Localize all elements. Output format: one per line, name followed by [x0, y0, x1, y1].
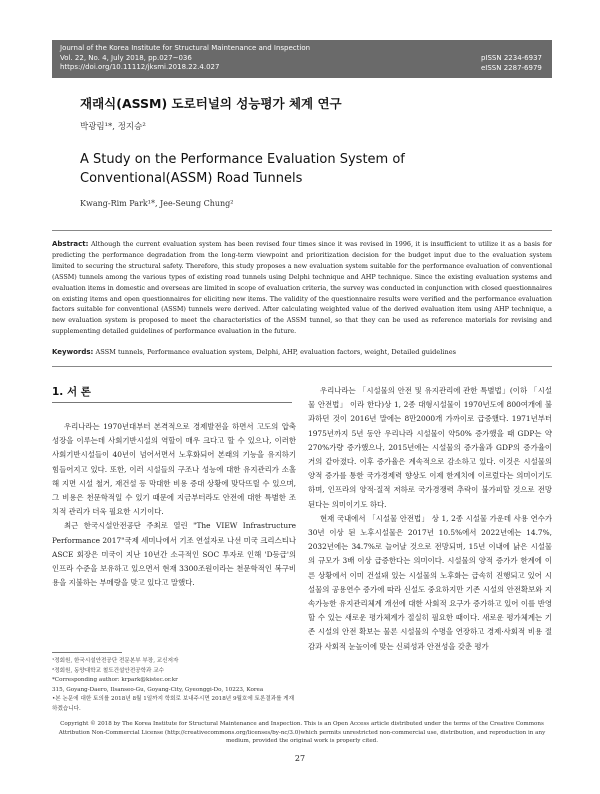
right-column	[308, 384, 552, 654]
footnote: ²정회원, 동양대학교 철도건설안전공학과 교수	[52, 667, 165, 674]
footnote: 315, Goyang-Daero, Ilsanseo-Gu, Goyang-City, Gyeonggi-Do, 10223, Korea	[52, 686, 264, 693]
journal-volume: Vol. 22, No. 4, July 2018, pp.027~036	[60, 53, 192, 62]
section-rule	[52, 402, 292, 403]
pissn: pISSN 2234-6937	[480, 54, 542, 62]
footnote: *Corresponding author: krpark@kistec.or.kr	[52, 677, 178, 684]
keywords-label: Keywords:	[52, 348, 94, 356]
korean-title: 재래식(ASSM) 도로터널의 성능평가 체계 연구	[80, 96, 342, 111]
abstract-bottom-rule	[52, 366, 552, 367]
body-paragraph: 최근 한국시설안전공단 주최로 열린 "The VIEW Infrastructure Performance 2017"국제 세미나에서 기조 연설자로 나선 미국 크리스티나 ASCE 회장은 미국이 지난 10년간 소극적인 SOC 투자로 인해 'D등급'의 인프라 수준을 보유하고 있으면서 현재 3300조원이라는 천문학적인 복구비용을 지불하는 부메랑을 맞고 있다고 말했다.	[52, 521, 296, 588]
footnote: •본 논문에 대한 토의를 2018년 8월 1일까지 학회로 보내주시면 2018년 9월호에 토론결과를 게재하겠습니다.	[52, 696, 295, 712]
abstract	[52, 239, 552, 337]
english-authors: Kwang-Rim Park¹*, Jee-Seung Chung²	[80, 199, 234, 208]
page-number: 27	[294, 754, 306, 763]
issn-info	[481, 54, 542, 73]
abstract-text: Although the current evaluation system has been revised four times since it was revised in 1996, it is insufficient to utilize it as a basis for predicting the performance degradation from the long-term viewpoint and prioritization decision for the budget input due to the evaluation system limited to securing the structural safety. Therefore, this study proposes a new evaluation system suitable for the performance evaluation of conventional (ASSM) tunnels among the various types of existing road tunnels using Delphi technique and AHP technique. Since the existing evaluation systems and evaluation items in domestic and overseas are limited in scope of evaluation criteria, the survey was conducted in conjunction with closed questionnaires on existing items and open questionnaires for eliciting new items. The validity of the questionnaire results were verified and the performance evaluation factors suitable for conventional (ASSM) tunnels were derived. After calculating weighted value of the derived evaluation item using AHP technique, a new evaluation system is proposed to meet the characteristics of the ASSM tunnel, so that they can be used as reference materials for revising and supplementing detailed guidelines of performance evaluation in the future.	[52, 240, 552, 336]
korean-authors: 박광림¹*, 정지승²	[80, 122, 146, 132]
copyright-notice: Copyright © 2018 by The Korea Institute for Structural Maintenance and Inspection. This is an Open Access article distributed under the terms of the Creative Commons Attribution Non-Commercial License (http://creativecommons.org/licenses/by-nc/3.0)which permits unrestricted non-commercial use, distribution, and reproduction in any medium, provided the original work is properly cited.	[58, 721, 546, 745]
abstract-label: Abstract:	[52, 240, 89, 248]
keywords-text: ASSM tunnels, Performance evaluation system, Delphi, AHP, evaluation factors, weight, Detailed guidelines	[95, 348, 457, 356]
footnote-rule	[52, 652, 122, 653]
body-paragraph: 현재 국내에서 「시설물 안전법」 상 1, 2종 시설물 가운데 사용 연수가 30년 이상 된 노후시설물은 2017년 10.5%에서 2022년에는 14.7%, 2032년에는 34.7%로 늘어날 것으로 전망되며, 15년 이내에 낡은 시설물의 규모가 3배 이상 급증한다는 의미이다. 시설물의 양적 증가가 한계에 이른 상황에서 이미 건설돼 있는 시설물의 노후화는 급속히 진행되고 있어 시설물의 공용연수 증가에 따라 신설도 중요하지만 기존 시설의 안전확보와 지속가능한 유지관리체계 개선에 대한 사회적 요구가 증가하고 있어 이를 반영할 수 있는 새로운 평가체계가 절실히 필요한 때이다. 새로운 평가체계는 기존 시설의 안전 확보는 물론 시설물의 수명을 연장하고 경제·사회적 비용 절감과 사회적 눈높이에 맞는 신뢰성과 안전성을 갖춘 평가	[308, 513, 552, 651]
keywords	[52, 348, 552, 356]
journal-doi[interactable]: https://doi.org/10.11112/jksmi.2018.22.4.027	[60, 63, 220, 72]
body-paragraph: 우리나라는 1970년대부터 본격적으로 경제발전을 하면서 고도의 압축 성장을 이루는데 사회기반시설의 역할이 매우 크다고 할 수 있으나, 이러한 사회기반시설들이 40년이 넘어서면서 노후화되어 본래의 기능을 유지하기 힘들어지고 있다. 또한, 이러 시설들의 구조나 성능에 대한 유지관리가 소홀해 지면 시설 철거, 재건설 등 막대한 비용 증대 상황에 맞닥뜨릴 수 있으며, 그 비용은 천문학적일 수 있기 때문에 지금부터라도 안전에 대한 특별한 조치적 관리가 더욱 필요한 시기이다.	[52, 422, 296, 517]
journal-info	[60, 44, 310, 73]
journal-name: Journal of the Korea Institute for Structural Maintenance and Inspection	[60, 44, 311, 52]
eissn: eISSN 2287-6979	[480, 63, 542, 72]
english-title: A Study on the Performance Evaluation System of Conventional(ASSM) Road Tunnels	[80, 152, 405, 186]
body-paragraph: 우리나라는 「시설물의 안전 및 유지관리에 관한 특별법」(이하 「시설물 안전법」 이라 한다)상 1, 2종 대형시설물이 1970년도에 800여개에 불과하던 것이 2016년 말에는 8만2000개 가까이로 급증했다. 1971년부터 1975년까지 5년 동안 우리나라 시설물이 약50% 증가했을 때 GDP는 약 270%가량 증가했으나, 2015년에는 시설물의 증가율과 GDP의 증가율이 거의 같아졌다. 이후 증가율은 계속적으로 감소하고 있다. 이것은 시설물의 양적 증가를 통한 국가경제력 향상도 이제 한계치에 이르렀다는 의미이기도 하며, 인프라의 양적·질적 저하로 국가경쟁력 추락이 불가피할 것으로 전망된다는 의미이기도 하다.	[308, 386, 552, 509]
journal-header-bar	[52, 40, 552, 78]
left-column	[52, 420, 296, 590]
footnote: ¹정회원, 한국시설안전공단 전문본부 부장, 교신저자	[52, 658, 179, 664]
abstract-top-rule	[52, 230, 552, 231]
footnotes	[52, 657, 296, 715]
section-heading: 1. 서 론	[52, 386, 91, 398]
